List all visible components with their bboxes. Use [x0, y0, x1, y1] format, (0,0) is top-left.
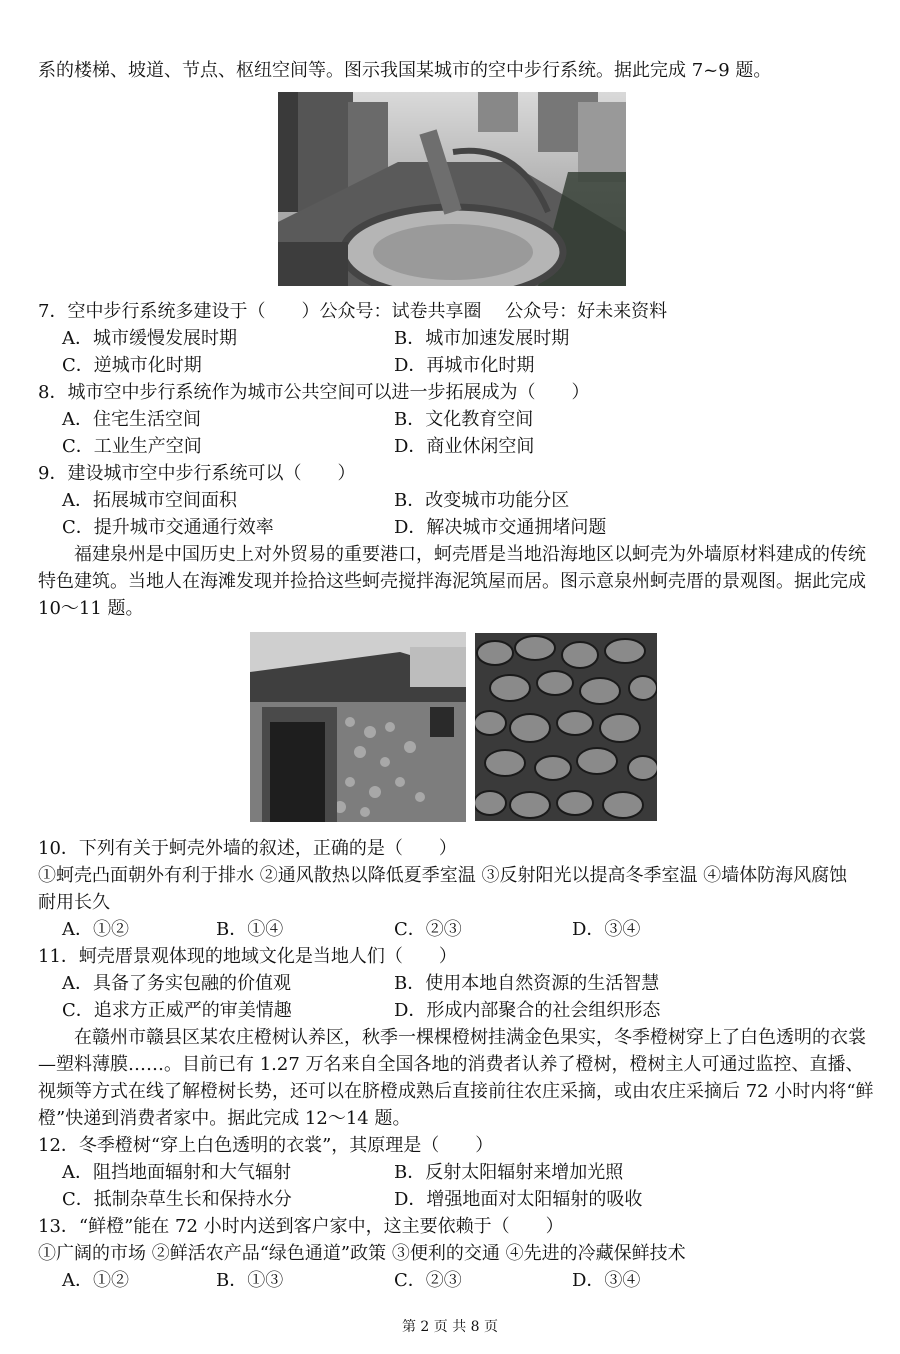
page-footer: 第 2 页 共 8 页: [401, 1319, 499, 1335]
q8-option-c: C．工业生产空间: [62, 436, 202, 457]
q12-option-c: C．抵制杂草生长和保持水分: [62, 1189, 292, 1210]
passage3-line1: 在赣州市赣县区某农庄橙树认养区，秋季一棵棵橙树挂满金色果实，冬季橙树穿上了白色透明的衣裳: [74, 1027, 866, 1048]
q13-option-b: B．①③: [216, 1270, 284, 1291]
q10-option-b: B．①④: [216, 919, 284, 940]
q7-option-c: C．逆城市化时期: [62, 355, 202, 376]
q10-option-c: C．②③: [394, 919, 462, 940]
passage2-line3: 10～11 题。: [38, 598, 144, 619]
q8-option-d: D．商业休闲空间: [394, 436, 535, 457]
q8-option-b: B．文化教育空间: [394, 409, 534, 430]
q9-option-d: D．解决城市交通拥堵问题: [394, 517, 607, 538]
q11-option-d: D．形成内部聚合的社会组织形态: [394, 1000, 661, 1021]
q8-stem: 8．城市空中步行系统作为城市公共空间可以进一步拓展成为（ ）: [38, 382, 590, 403]
oyster-shell-closeup-photo: [475, 633, 657, 821]
q13-stem: 13．“鲜橙”能在 72 小时内送到客户家中，这主要依赖于（ ）: [38, 1216, 564, 1237]
passage3-line2: —塑料薄膜……。目前已有 1.27 万名来自全国各地的消费者认养了橙树，橙树主人可通过监控、直播、: [38, 1054, 864, 1075]
q7-option-b: B．城市加速发展时期: [394, 328, 570, 349]
q10-items-line2: 耐用长久: [38, 892, 110, 913]
intro-text: 系的楼梯、坡道、节点、枢纽空间等。图示我国某城市的空中步行系统。据此完成 7~9 题。: [38, 60, 772, 81]
q10-option-a: A．①②: [62, 919, 129, 940]
q7-option-d: D．再城市化时期: [394, 355, 535, 376]
q11-option-b: B．使用本地自然资源的生活智慧: [394, 973, 660, 994]
q10-stem: 10．下列有关于蚵壳外墙的叙述，正确的是（ ）: [38, 838, 457, 859]
q12-stem: 12．冬季橙树“穿上白色透明的衣裳”，其原理是（ ）: [38, 1135, 494, 1156]
passage3-line4: 橙”快递到消费者家中。据此完成 12～14 题。: [38, 1108, 411, 1129]
q11-stem: 11．蚵壳厝景观体现的地域文化是当地人们（ ）: [38, 946, 457, 967]
passage2-line1: 福建泉州是中国历史上对外贸易的重要港口，蚵壳厝是当地沿海地区以蚵壳为外墙原材料建成的传统: [74, 544, 866, 565]
skywalk-photo: [278, 92, 626, 286]
q10-items-line1: ①蚵壳凸面朝外有利于排水 ②通风散热以降低夏季室温 ③反射阳光以提高冬季室温 ④墙体防海风腐蚀: [38, 865, 848, 886]
oyster-house-photo: [250, 632, 466, 822]
q13-items: ①广阔的市场 ②鲜活农产品“绿色通道”政策 ③便利的交通 ④先进的冷藏保鲜技术: [38, 1243, 686, 1264]
q11-option-c: C．追求方正威严的审美情趣: [62, 1000, 292, 1021]
q13-option-c: C．②③: [394, 1270, 462, 1291]
q12-option-b: B．反射太阳辐射来增加光照: [394, 1162, 624, 1183]
passage3-line3: 视频等方式在线了解橙树长势，还可以在脐橙成熟后直接前往农庄采摘，或由农庄采摘后 72 小时内将“鲜: [38, 1081, 874, 1102]
q7-option-a: A．城市缓慢发展时期: [62, 328, 237, 349]
q12-option-d: D．增强地面对太阳辐射的吸收: [394, 1189, 643, 1210]
passage2-line2: 特色建筑。当地人在海滩发现并捡拾这些蚵壳搅拌海泥筑屋而居。图示意泉州蚵壳厝的景观图。据此完成: [38, 571, 866, 592]
q9-option-c: C．提升城市交通通行效率: [62, 517, 274, 538]
q9-option-b: B．改变城市功能分区: [394, 490, 570, 511]
q12-option-a: A．阻挡地面辐射和大气辐射: [62, 1162, 291, 1183]
q13-option-a: A．①②: [62, 1270, 129, 1291]
q8-option-a: A．住宅生活空间: [62, 409, 201, 430]
q9-option-a: A．拓展城市空间面积: [62, 490, 237, 511]
q7-stem: 7．空中步行系统多建设于（ ）公众号：试卷共享圈 公众号：好未来资料: [38, 301, 668, 322]
q13-option-d: D．③④: [572, 1270, 641, 1291]
q11-option-a: A．具备了务实包融的价值观: [62, 973, 291, 994]
q9-stem: 9．建设城市空中步行系统可以（ ）: [38, 463, 356, 484]
q10-option-d: D．③④: [572, 919, 641, 940]
